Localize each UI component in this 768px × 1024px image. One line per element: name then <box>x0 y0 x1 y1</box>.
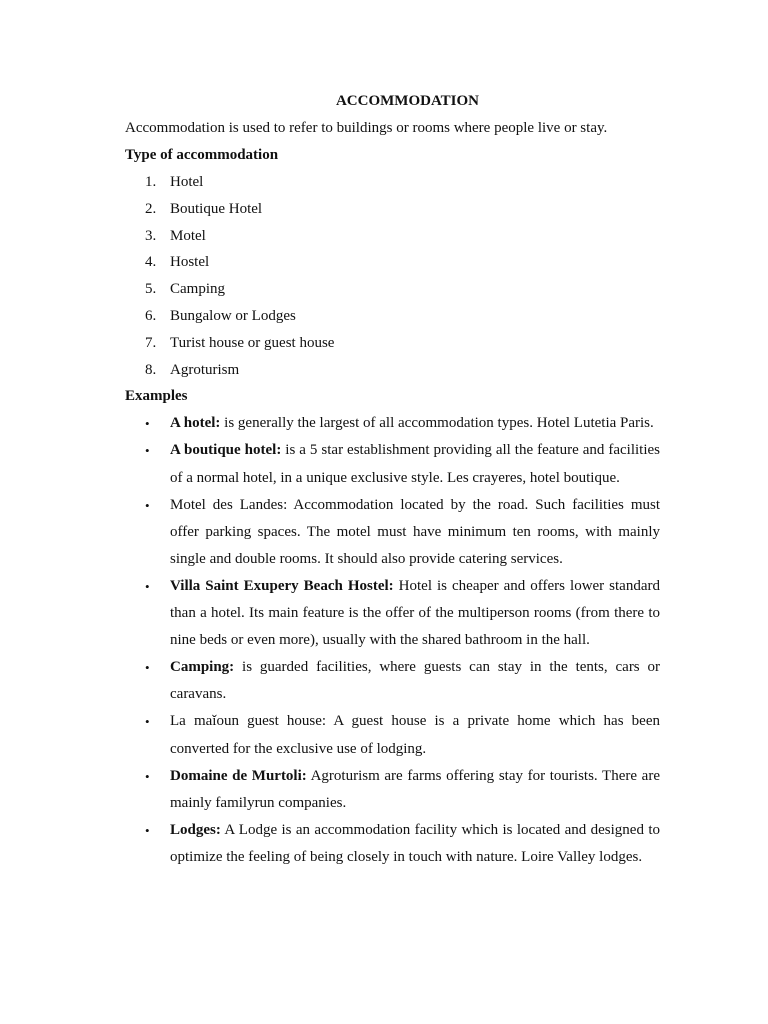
list-number: 3. <box>145 227 157 244</box>
list-item <box>125 196 660 223</box>
example-term: A boutique hotel: <box>170 442 282 459</box>
example-item <box>125 437 660 491</box>
example-item <box>125 492 660 573</box>
example-item <box>125 817 660 871</box>
list-number: 5. <box>145 281 157 298</box>
bullet-icon: • <box>145 768 150 784</box>
bullet-icon: • <box>145 578 150 594</box>
bullet-icon: • <box>145 660 150 676</box>
list-item <box>125 249 660 276</box>
list-number: 7. <box>145 334 157 351</box>
list-item <box>125 276 660 303</box>
list-item <box>125 330 660 357</box>
list-item-label: Turist house or guest house <box>170 334 335 351</box>
list-item-label: Motel <box>170 227 206 244</box>
example-text: is guarded facilities, where guests can stay in the tents, cars or caravans. <box>170 659 660 703</box>
list-item-label: Camping <box>170 281 225 298</box>
example-item <box>125 708 660 762</box>
list-item <box>125 223 660 250</box>
list-item-label: Hotel <box>170 174 204 190</box>
list-item-label: Bungalow or Lodges <box>170 307 296 324</box>
list-item-label: Hostel <box>170 254 210 271</box>
example-item <box>125 654 660 708</box>
examples-heading: Examples <box>125 388 188 405</box>
example-text: is a 5 star establishment providing all the feature and facilities of a normal hotel, in a unique exclusive style. Les crayeres, hotel boutique. <box>170 442 661 486</box>
example-text: Hotel is cheaper and offers lower standard than a hotel. Its main feature is the offer of the multiperson rooms (from there to nine beds or even more), usually with the shared bathroom in the hall. <box>170 577 660 649</box>
example-item <box>125 573 660 654</box>
example-text: La maǐoun guest house: A guest house is a private home which has been converted for the exclusive use of lodging. <box>170 713 660 757</box>
list-number: 2. <box>145 200 157 217</box>
accommodation-types-list <box>125 169 660 383</box>
bullet-icon: • <box>145 416 150 432</box>
list-item-label: Agroturism <box>170 361 240 378</box>
list-item <box>125 303 660 330</box>
example-term: Lodges: <box>170 821 221 838</box>
list-number: 6. <box>145 307 157 324</box>
list-number: 4. <box>145 254 157 271</box>
example-item <box>125 410 660 437</box>
example-text: A Lodge is an accommodation facility which is located and designed to optimize the feeling of being closely in touch with nature. Loire Valley lodges. <box>170 821 660 865</box>
example-term: Domaine de Murtoli: <box>170 767 307 784</box>
intro-paragraph: Accommodation is used to refer to buildings or rooms where people live or stay. <box>125 120 608 136</box>
example-item <box>125 763 660 817</box>
list-item <box>125 169 660 196</box>
types-heading: Type of accommodation <box>125 147 279 163</box>
example-text: is generally the largest of all accommodation types. Hotel Lutetia Paris. <box>220 415 654 432</box>
list-item <box>125 357 660 384</box>
list-number: 8. <box>145 361 157 378</box>
example-term: Villa Saint Exupery Beach Hostel: <box>170 577 394 594</box>
document-title: ACCOMMODATION <box>335 93 480 109</box>
bullet-icon: • <box>145 714 150 730</box>
example-text: Agroturism are farms offering stay for tourists. There are mainly familyrun companies. <box>170 767 660 811</box>
example-term: A hotel: <box>170 415 221 432</box>
examples-list <box>125 410 660 871</box>
bullet-icon: • <box>145 822 150 838</box>
list-number: 1. <box>145 174 157 190</box>
example-text: Motel des Landes: Accommodation located by the road. Such facilities must offer parking spaces. The motel must have minimum ten rooms, with mainly single and double rooms. It should also provide catering services. <box>170 496 660 567</box>
bullet-icon: • <box>145 497 150 513</box>
bullet-icon: • <box>145 443 150 459</box>
example-term: Camping: <box>170 659 235 676</box>
list-item-label: Boutique Hotel <box>170 200 263 217</box>
